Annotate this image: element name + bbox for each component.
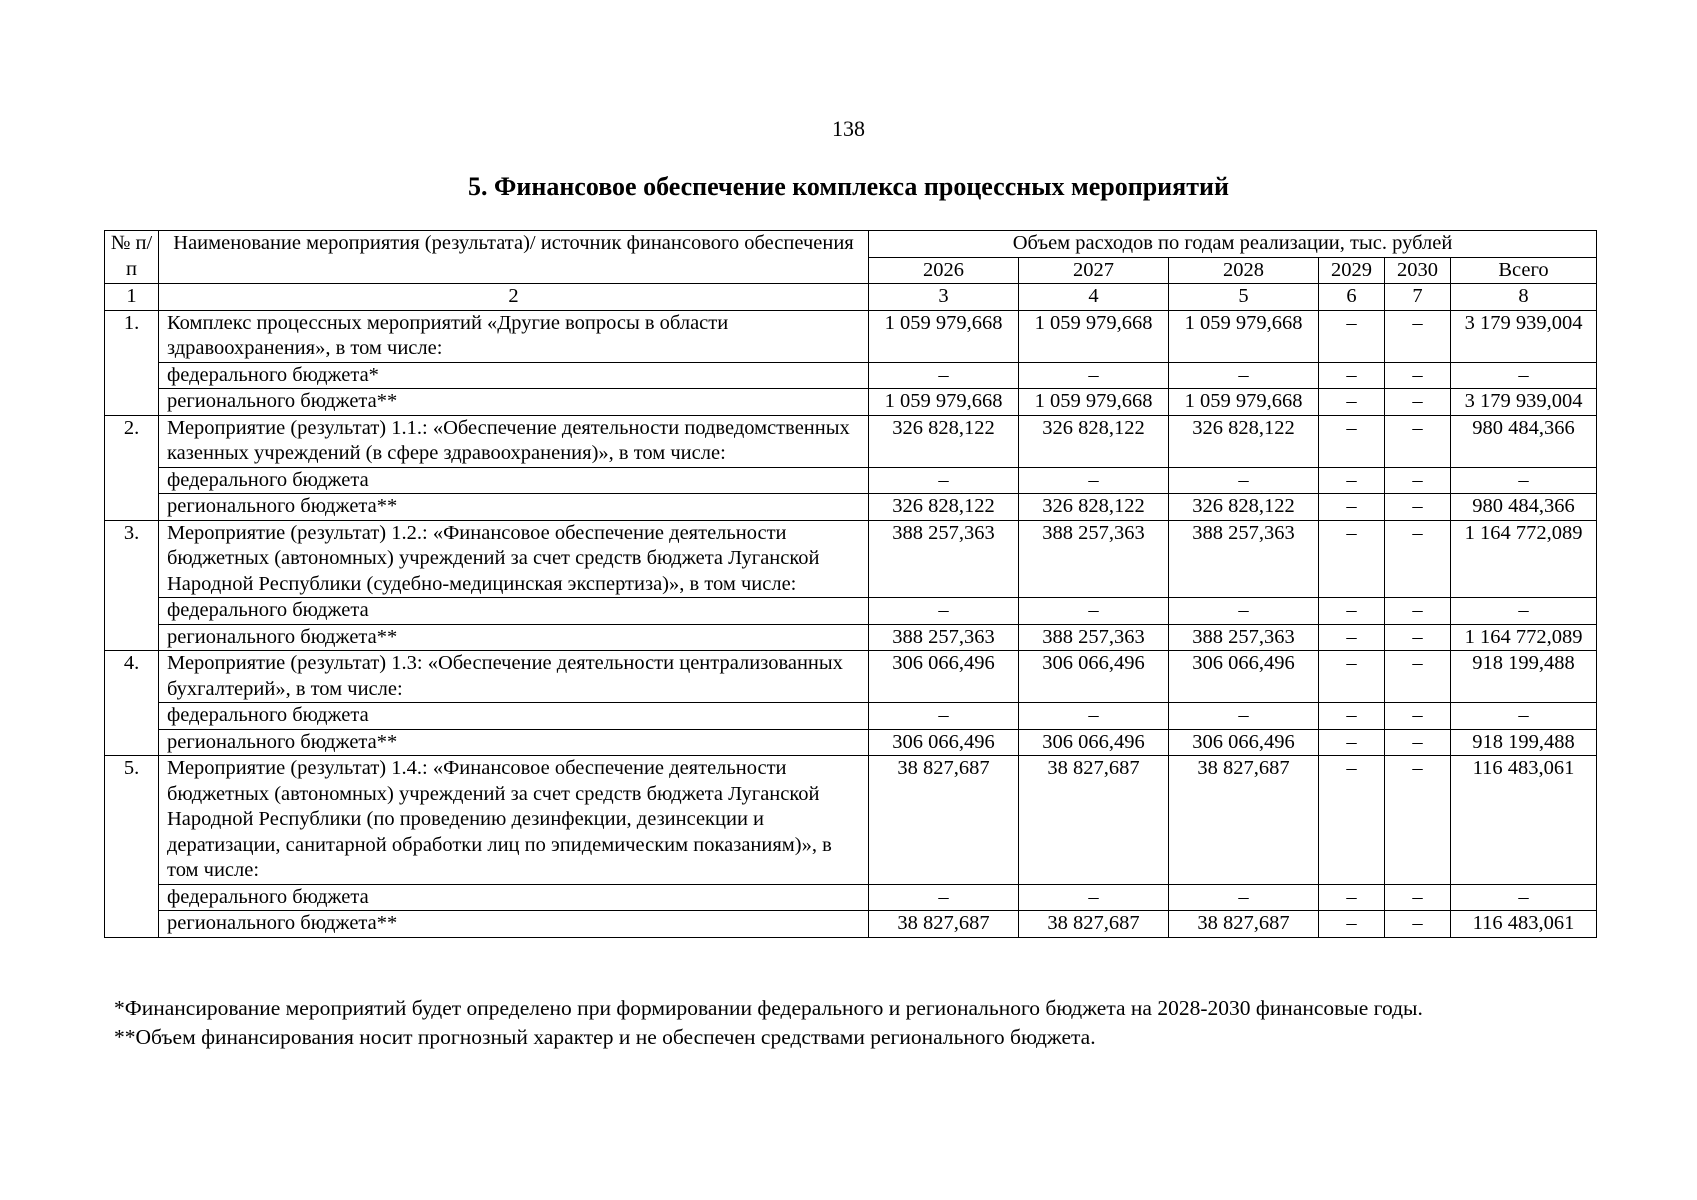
table-row [105, 756, 1597, 885]
funding-source: федерального бюджета [159, 467, 869, 494]
year-value-cell: – [1385, 494, 1451, 521]
year-value-cell: – [1385, 729, 1451, 756]
table-body [105, 310, 1597, 937]
year-value-cell: – [1319, 389, 1385, 416]
footnote: *Финансирование мероприятий будет определено при формировании федерального и регионального бюджета на 2028-2030 финансовые годы. [114, 996, 1423, 1020]
row-number: 3. [105, 520, 159, 651]
total-cell: – [1451, 362, 1597, 389]
year-value-cell: 1 059 979,668 [1169, 389, 1319, 416]
year-value-cell: 306 066,496 [1169, 651, 1319, 703]
year-value-cell: – [1385, 911, 1451, 938]
column-number: 2 [159, 284, 869, 311]
year-value-cell: – [1319, 624, 1385, 651]
year-value-cell: 388 257,363 [1019, 520, 1169, 598]
year-value-cell: 306 066,496 [1019, 651, 1169, 703]
funding-source: регионального бюджета** [159, 624, 869, 651]
year-value-cell: – [1385, 884, 1451, 911]
column-number: 4 [1019, 284, 1169, 311]
year-value-cell: – [1019, 703, 1169, 730]
year-value-cell: – [869, 703, 1019, 730]
row-number: 1. [105, 310, 159, 415]
year-value-cell: – [1169, 598, 1319, 625]
header-name: Наименование мероприятия (результата)/ источник финансового обеспечения [159, 231, 869, 284]
year-value-cell: – [869, 467, 1019, 494]
year-value-cell: 388 257,363 [1019, 624, 1169, 651]
year-value-cell: 1 059 979,668 [869, 389, 1019, 416]
year-value-cell: 388 257,363 [869, 624, 1019, 651]
total-cell: 1 164 772,089 [1451, 624, 1597, 651]
year-value-cell: 326 828,122 [1169, 494, 1319, 521]
year-value-cell: 1 059 979,668 [1169, 310, 1319, 362]
year-value-cell: – [1319, 884, 1385, 911]
activity-name: Мероприятие (результат) 1.1.: «Обеспечение деятельности подведомственных казенных учреждений (в сфере здравоохранения)», в том числе: [159, 415, 869, 467]
year-value-cell: – [1319, 598, 1385, 625]
year-value-cell: – [1019, 467, 1169, 494]
year-value-cell: – [869, 362, 1019, 389]
year-value-cell: – [1319, 756, 1385, 885]
total-cell: 116 483,061 [1451, 911, 1597, 938]
table-row [105, 362, 1597, 389]
funding-source: федерального бюджета* [159, 362, 869, 389]
year-value-cell: – [1385, 756, 1451, 885]
table-row [105, 651, 1597, 703]
column-number: 3 [869, 284, 1019, 311]
funding-source: регионального бюджета** [159, 729, 869, 756]
header-num: № п/п [105, 231, 159, 284]
header-year: 2027 [1019, 257, 1169, 284]
year-value-cell: – [1169, 467, 1319, 494]
funding-source: федерального бюджета [159, 703, 869, 730]
total-cell: – [1451, 467, 1597, 494]
footnote: **Объем финансирования носит прогнозный характер и не обеспечен средствами регионального бюджета. [114, 1025, 1096, 1049]
year-value-cell: 326 828,122 [1019, 494, 1169, 521]
row-number: 2. [105, 415, 159, 520]
footnotes [114, 994, 1574, 1052]
total-cell: 980 484,366 [1451, 494, 1597, 521]
table-row [105, 703, 1597, 730]
activity-name: Мероприятие (результат) 1.3: «Обеспечение деятельности централизованных бухгалтерий», в том числе: [159, 651, 869, 703]
year-value-cell: 38 827,687 [1169, 911, 1319, 938]
year-value-cell: 306 066,496 [869, 651, 1019, 703]
total-cell: – [1451, 884, 1597, 911]
table-row [105, 598, 1597, 625]
total-cell: 3 179 939,004 [1451, 389, 1597, 416]
year-value-cell: – [1019, 884, 1169, 911]
year-value-cell: 38 827,687 [869, 756, 1019, 885]
year-value-cell: 388 257,363 [1169, 624, 1319, 651]
table-row [105, 467, 1597, 494]
activity-name: Мероприятие (результат) 1.2.: «Финансовое обеспечение деятельности бюджетных (автономных) учреждений за счет средств бюджета Луганской Народной Республики (судебно-медицинская экспертиза)», в том числе: [159, 520, 869, 598]
year-value-cell: – [1319, 703, 1385, 730]
table-row [105, 520, 1597, 598]
year-value-cell: – [1385, 703, 1451, 730]
table-row [105, 389, 1597, 416]
table-header [105, 231, 1597, 311]
header-year: 2028 [1169, 257, 1319, 284]
page-title: 5. Финансовое обеспечение комплекса процессных мероприятий [468, 172, 1229, 201]
year-value-cell: 326 828,122 [869, 494, 1019, 521]
year-value-cell: 1 059 979,668 [1019, 389, 1169, 416]
year-value-cell: – [1319, 310, 1385, 362]
year-value-cell: – [1385, 467, 1451, 494]
year-value-cell: – [1019, 362, 1169, 389]
column-number: 8 [1451, 284, 1597, 311]
year-value-cell: – [869, 598, 1019, 625]
column-number: 5 [1169, 284, 1319, 311]
header-volume: Объем расходов по годам реализации, тыс. рублей [869, 231, 1597, 258]
year-value-cell: – [1319, 911, 1385, 938]
funding-source: регионального бюджета** [159, 494, 869, 521]
total-cell: – [1451, 703, 1597, 730]
funding-source: регионального бюджета** [159, 911, 869, 938]
header-year: 2029 [1319, 257, 1385, 284]
header-total: Всего [1451, 257, 1597, 284]
header-year: 2030 [1385, 257, 1451, 284]
funding-source: регионального бюджета** [159, 389, 869, 416]
year-value-cell: – [1385, 624, 1451, 651]
year-value-cell: – [1319, 651, 1385, 703]
activity-name: Комплекс процессных мероприятий «Другие вопросы в области здравоохранения», в том числе: [159, 310, 869, 362]
year-value-cell: – [1385, 389, 1451, 416]
year-value-cell: 1 059 979,668 [869, 310, 1019, 362]
year-value-cell: 38 827,687 [1019, 911, 1169, 938]
table-row [105, 624, 1597, 651]
year-value-cell: – [1319, 729, 1385, 756]
year-value-cell: – [1385, 362, 1451, 389]
page-number: 138 [832, 116, 865, 141]
funding-source: федерального бюджета [159, 598, 869, 625]
column-number: 1 [105, 284, 159, 311]
year-value-cell: – [869, 884, 1019, 911]
year-value-cell: – [1385, 598, 1451, 625]
activity-name: Мероприятие (результат) 1.4.: «Финансовое обеспечение деятельности бюджетных (автономных) учреждений за счет средств бюджета Луганской Народной Республики (по проведению дезинфекции, дезинсекции и дератизации, санитарной обработки лиц по эпидемическим показаниям)», в том числе: [159, 756, 869, 885]
table-row [105, 310, 1597, 362]
column-number: 7 [1385, 284, 1451, 311]
header-year: 2026 [869, 257, 1019, 284]
year-value-cell: – [1319, 415, 1385, 467]
year-value-cell: 326 828,122 [1169, 415, 1319, 467]
year-value-cell: – [1385, 415, 1451, 467]
table-row [105, 415, 1597, 467]
row-number: 4. [105, 651, 159, 756]
year-value-cell: – [1319, 520, 1385, 598]
year-value-cell: 388 257,363 [869, 520, 1019, 598]
year-value-cell: – [1169, 884, 1319, 911]
year-value-cell: 326 828,122 [1019, 415, 1169, 467]
funding-source: федерального бюджета [159, 884, 869, 911]
year-value-cell: 38 827,687 [1019, 756, 1169, 885]
table-row [105, 494, 1597, 521]
year-value-cell: 38 827,687 [1169, 756, 1319, 885]
year-value-cell: 1 059 979,668 [1019, 310, 1169, 362]
total-cell: 918 199,488 [1451, 729, 1597, 756]
year-value-cell: – [1319, 467, 1385, 494]
column-number: 6 [1319, 284, 1385, 311]
table-row [105, 884, 1597, 911]
total-cell: 1 164 772,089 [1451, 520, 1597, 598]
year-value-cell: – [1319, 362, 1385, 389]
year-value-cell: 306 066,496 [1169, 729, 1319, 756]
year-value-cell: 388 257,363 [1169, 520, 1319, 598]
year-value-cell: – [1169, 703, 1319, 730]
total-cell: – [1451, 598, 1597, 625]
year-value-cell: 326 828,122 [869, 415, 1019, 467]
table-row [105, 729, 1597, 756]
year-value-cell: – [1385, 651, 1451, 703]
total-cell: 980 484,366 [1451, 415, 1597, 467]
total-cell: 918 199,488 [1451, 651, 1597, 703]
year-value-cell: 306 066,496 [1019, 729, 1169, 756]
column-number-row [105, 284, 1597, 311]
year-value-cell: – [1385, 520, 1451, 598]
year-value-cell: 38 827,687 [869, 911, 1019, 938]
year-value-cell: – [1319, 494, 1385, 521]
total-cell: 3 179 939,004 [1451, 310, 1597, 362]
table-row [105, 911, 1597, 938]
row-number: 5. [105, 756, 159, 938]
year-value-cell: – [1385, 310, 1451, 362]
year-value-cell: 306 066,496 [869, 729, 1019, 756]
total-cell: 116 483,061 [1451, 756, 1597, 885]
year-value-cell: – [1169, 362, 1319, 389]
financing-table [104, 230, 1597, 938]
year-value-cell: – [1019, 598, 1169, 625]
